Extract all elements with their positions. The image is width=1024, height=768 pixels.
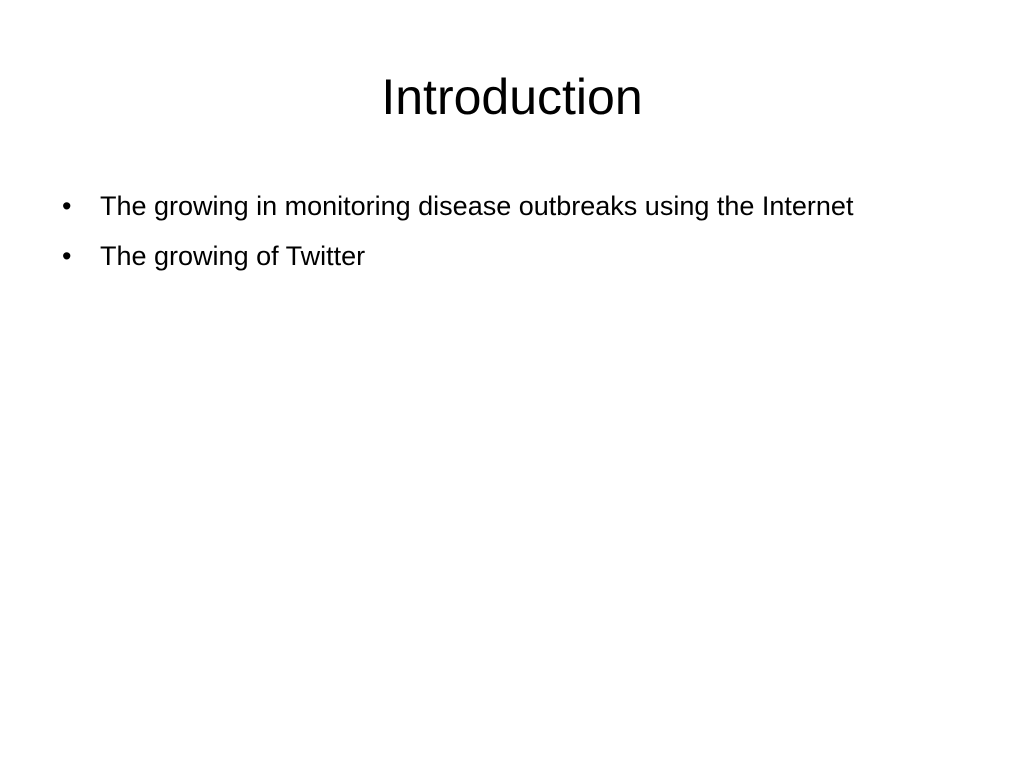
bullet-icon: • — [62, 191, 72, 221]
list-item — [62, 186, 942, 226]
bullet-text: The growing in monitoring disease outbreaks using the Internet — [100, 191, 854, 221]
bullet-text: The growing of Twitter — [100, 241, 366, 271]
list-item — [62, 236, 942, 276]
slide-title: Introduction — [381, 69, 643, 125]
bullet-list — [62, 186, 942, 286]
bullet-icon: • — [62, 241, 72, 271]
